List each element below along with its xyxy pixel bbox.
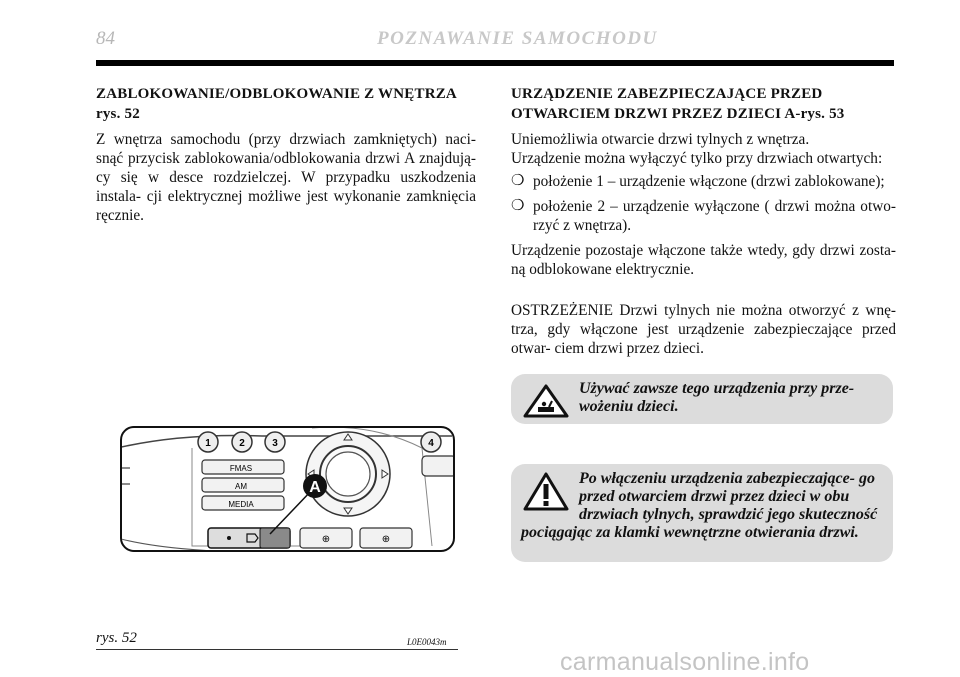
fm-button-label: FMAS [229,464,253,473]
page-number: 84 [96,28,115,49]
options-list [511,172,896,235]
child-seat-warning-icon [523,384,569,418]
circle-bullet-icon: ❍ [511,198,525,214]
after-options-text: Urządzenie pozostaje włączone także wtedy, gdy drzwi zosta- ną odblokowane elektrycznie. [511,242,896,278]
dashboard-illustration [122,428,455,552]
warning-triangle-icon [523,472,569,512]
left-heading [96,84,476,124]
list-item [511,197,896,235]
svg-text:⊕: ⊕ [321,534,331,545]
am-button-label: AM [235,482,247,491]
preset-1-label: 1 [205,438,211,449]
header-rule [96,60,894,66]
right-heading-line1: URZĄDZENIE ZABEZPIECZAJĄCE PRZED [511,86,823,102]
intro-line1: Uniemożliwia otwarcie drzwi tylnych z wnętrza. [511,131,810,148]
figure-code: L0E0043m [407,637,447,647]
left-paragraph: Z wnętrza samochodu (przy drzwiach zamkniętych) naci- snąć przycisk zablokowania/odblokowania drzwi A znajdują- cy się w desce rozdzielczej. W przypadku uszkodzenia instala- cji elektrycznej możliwe jest wykonanie zamknięcia ręcznie. [96,131,476,224]
callout-a-label: A [309,479,321,496]
right-column [511,84,896,358]
section-title: POZNAWANIE SAMOCHODU [377,28,658,49]
band-buttons [202,460,284,510]
door-lock-button [208,528,290,548]
right-heading-line2: OTWARCIEM DRZWI PRZEZ DZIECI A-rys. 53 [511,106,845,122]
left-heading-line1: ZABLOKOWANIE/ODBLOKOWANIE Z WNĘTRZA [96,86,457,102]
child-safety-note [511,374,893,424]
preset-4-label: 4 [428,438,434,449]
option-text: położenie 2 – urządzenie wyłączone ( drzwi można otwo- rzyć z wnętrza). [533,198,896,234]
preset-2-label: 2 [239,438,245,449]
svg-text:⊕: ⊕ [381,534,391,545]
circle-bullet-icon: ❍ [511,173,525,189]
page-header [96,28,896,50]
note2-text: Po włączeniu urządzenia zabezpieczające- go przed otwarciem drzwi przez dzieci w obu drzwiach tylnych, sprawdzić jego skuteczność pociągając za klamki wewnętrzne otwierania drzwi. [521,470,878,541]
left-heading-line2: rys. 52 [96,106,140,122]
dashboard-figure [120,426,455,552]
list-item [511,172,896,191]
watermark: carmanualsonline.info [560,648,810,676]
right-heading [511,84,896,124]
option-text: położenie 1 – urządzenie włączone (drzwi zablokowane); [533,173,885,190]
control-knob [306,432,390,516]
figure-rule [96,649,458,650]
left-column [96,84,476,225]
media-button-label: MEDIA [228,500,254,509]
figure-caption: rys. 52 [96,630,137,646]
warning-paragraph: OSTRZEŻENIE Drzwi tylnych nie można otworzyć z wnę- trza, gdy włączone jest urządzenie zabezpieczające przed otwar- ciem drzwi przez dzieci. [511,302,896,357]
check-effectiveness-note [511,464,893,562]
intro-line2: Urządzenie można wyłączyć tylko przy drzwiach otwartych: [511,150,883,167]
preset-3-label: 3 [272,438,278,449]
note1-text: Używać zawsze tego urządzenia przy prze- wożeniu dzieci. [579,380,855,415]
